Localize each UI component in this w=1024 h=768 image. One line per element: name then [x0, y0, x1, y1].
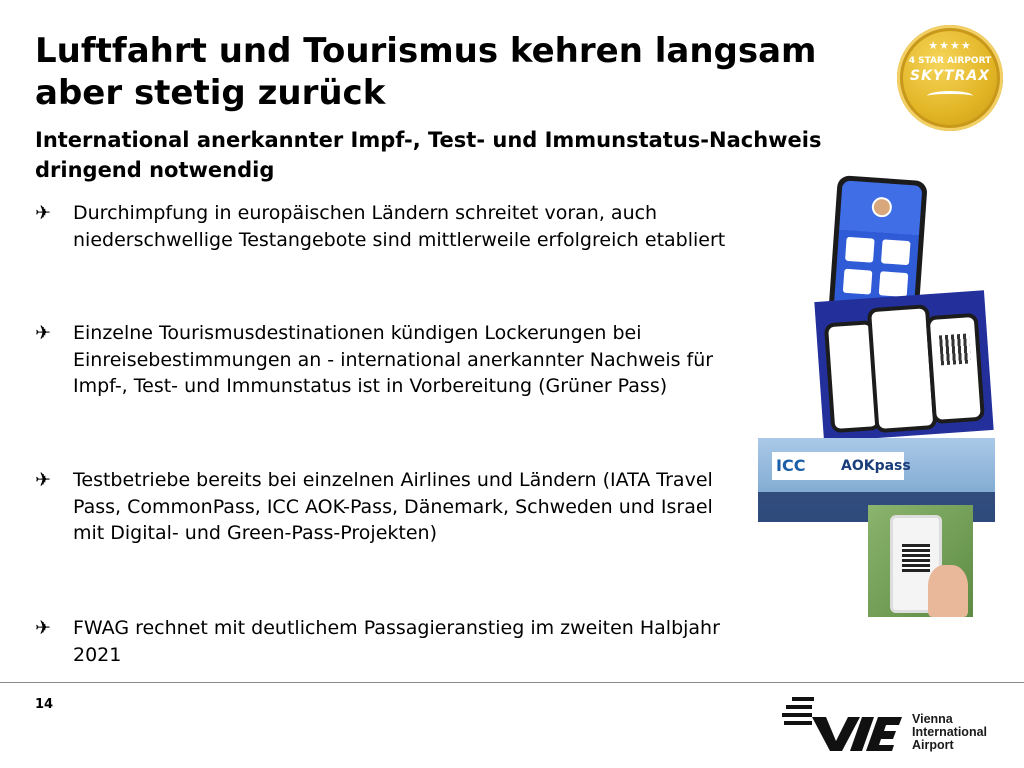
airplane-icon: ✈: [35, 469, 51, 491]
slide-title: Luftfahrt und Tourismus kehren langsam aber stetig zurück: [35, 31, 817, 113]
badge-line-1: 4 STAR AIRPORT: [908, 56, 992, 66]
airplane-icon: ✈: [35, 202, 51, 224]
badge-line-2: SKYTRAX: [909, 68, 991, 84]
badge-stars: ★★★★: [928, 39, 972, 52]
footer-divider: [0, 682, 1024, 683]
page-number: 14: [35, 697, 54, 712]
covid-pass-phone-image: [868, 505, 973, 617]
bullet-item: [35, 615, 755, 668]
avatar: [871, 196, 892, 217]
bullet-text: Einzelne Tourismusdestinationen kündigen Lockerungen bei Einreisebestimmungen an - international anerkannter Nachweis für Impf-, Test- und Immunstatus ist in Vorbereitung (Grüner Pass): [73, 322, 714, 397]
skytrax-badge: [897, 25, 1003, 131]
bullet-item: [35, 467, 755, 547]
airplane-icon: ✈: [35, 617, 51, 639]
bullet-item: [35, 320, 755, 400]
airplane-icon: ✈: [35, 322, 51, 344]
bullet-text: Durchimpfung in europäischen Ländern schreitet voran, auch niederschwellige Testangebote sind mittlerweile erfolgreich etabliert: [73, 202, 726, 251]
qr-code-icon: [902, 544, 930, 572]
logo-line-1: Vienna: [912, 712, 953, 726]
bullet-text: Testbetriebe bereits bei einzelnen Airlines und Ländern (IATA Travel Pass, CommonPass, ICC AOK-Pass, Dänemark, Schweden und Israel mit Digital- und Green-Pass-Projekten): [73, 469, 713, 544]
slide-subtitle: International anerkannter Impf-, Test- und Immunstatus-Nachweis dringend notwendig: [35, 128, 822, 182]
bullet-text: FWAG rechnet mit deutlichem Passagieranstieg im zweiten Halbjahr 2021: [73, 617, 720, 666]
logo-line-3: Airport: [912, 738, 954, 752]
icc-label: ICC: [776, 456, 806, 475]
aokpass-label: AOKpass: [841, 458, 911, 474]
badge-wing-icon: [927, 91, 973, 101]
logo-line-2: International: [912, 725, 988, 739]
bullet-item: [35, 200, 755, 253]
vie-logo-text: [912, 713, 987, 752]
vie-logo-icon: [782, 695, 902, 753]
commonpass-app-image: [814, 290, 993, 442]
